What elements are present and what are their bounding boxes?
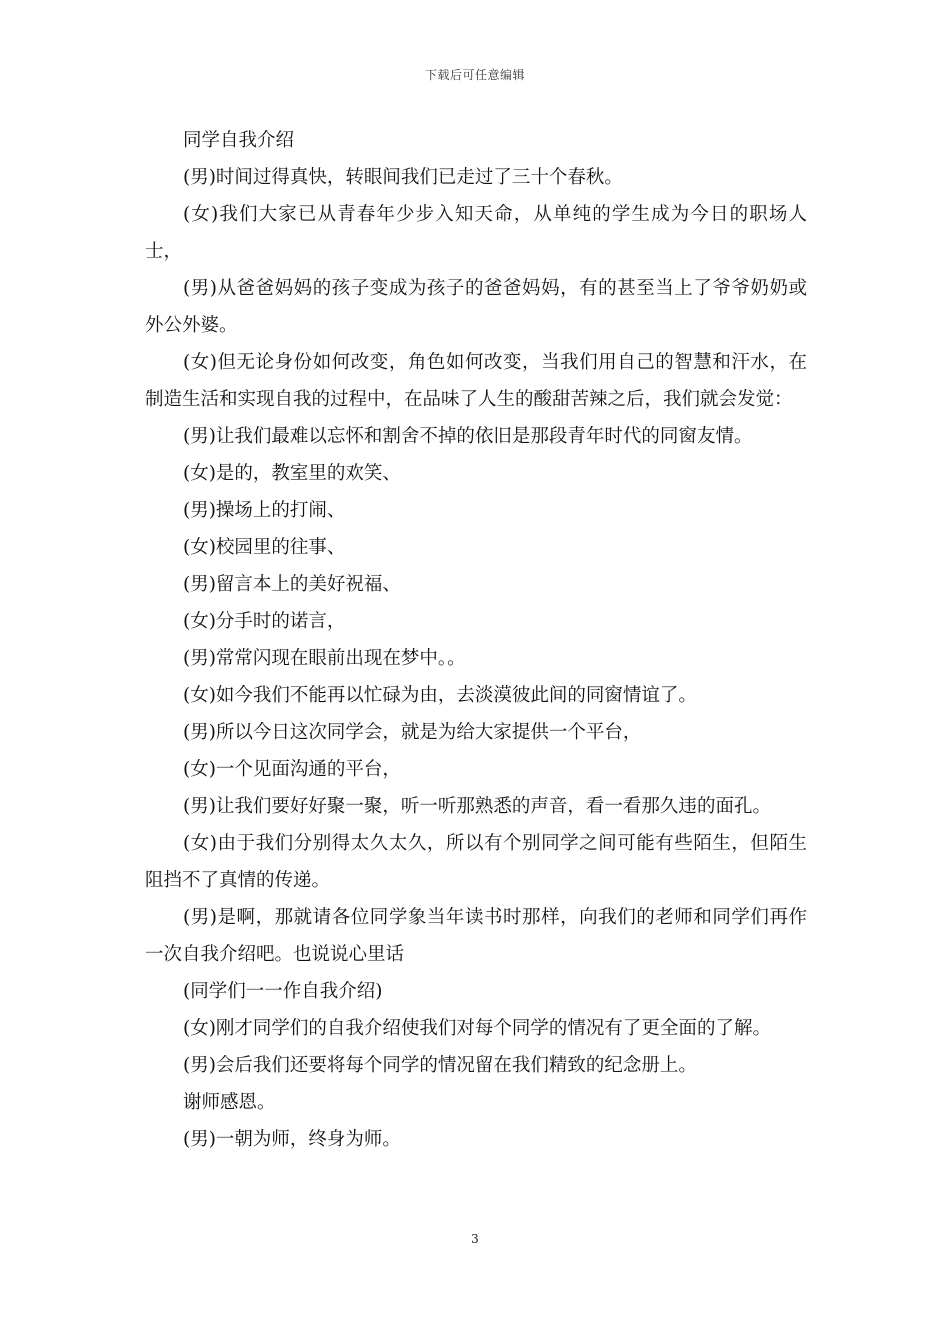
paragraph: (男)从爸爸妈妈的孩子变成为孩子的爸爸妈妈，有的甚至当上了爷爷奶奶或外公外婆。 xyxy=(145,278,807,336)
paragraph: (女)分手时的诺言， xyxy=(183,611,346,632)
document-body xyxy=(145,122,807,1158)
paragraph: (男)常常闪现在眼前出现在梦中。。 xyxy=(183,648,466,669)
paragraph: (男)是啊，那就请各位同学象当年读书时那样，向我们的老师和同学们再作一次自我介绍吧。也说说心里话 xyxy=(145,907,807,965)
section-title: 同学自我介绍 xyxy=(183,130,295,151)
paragraph: (女)我们大家已从青春年少步入知天命，从单纯的学生成为今日的职场人士， xyxy=(145,204,807,262)
paragraph: (男)让我们要好好聚一聚，听一听那熟悉的声音，看一看那久违的面孔。 xyxy=(183,796,771,817)
paragraph: (女)校园里的往事、 xyxy=(183,537,346,558)
paragraph: (同学们一一作自我介绍) xyxy=(183,981,383,1002)
paragraph: (女)但无论身份如何改变，角色如何改变，当我们用自己的智慧和汗水，在制造生活和实现自我的过程中，在品味了人生的酸甜苦辣之后，我们就会发觉： xyxy=(145,352,807,410)
paragraph: (女)是的，教室里的欢笑、 xyxy=(183,463,401,484)
page-header: 下载后可任意编辑 xyxy=(424,68,525,82)
section-title: 谢师感恩。 xyxy=(183,1092,276,1113)
paragraph: (女)由于我们分别得太久太久，所以有个别同学之间可能有些陌生，但陌生阻挡不了真情的传递。 xyxy=(145,833,807,891)
paragraph: (女)如今我们不能再以忙碌为由，去淡漠彼此间的同窗情谊了。 xyxy=(183,685,697,706)
paragraph: (男)操场上的打闹、 xyxy=(183,500,346,521)
paragraph: (女)刚才同学们的自我介绍使我们对每个同学的情况有了更全面的了解。 xyxy=(183,1018,771,1039)
paragraph: (男)时间过得真快，转眼间我们已走过了三十个春秋。 xyxy=(183,167,623,188)
paragraph: (男)所以今日这次同学会，就是为给大家提供一个平台， xyxy=(183,722,642,743)
paragraph: (男)让我们最难以忘怀和割舍不掉的依旧是那段青年时代的同窗友情。 xyxy=(183,426,753,447)
paragraph: (男)一朝为师，终身为师。 xyxy=(183,1129,401,1150)
paragraph: (女)一个见面沟通的平台， xyxy=(183,759,401,780)
paragraph: (男)留言本上的美好祝福、 xyxy=(183,574,401,595)
paragraph: (男)会后我们还要将每个同学的情况留在我们精致的纪念册上。 xyxy=(183,1055,697,1076)
page-number: 3 xyxy=(471,1232,479,1246)
